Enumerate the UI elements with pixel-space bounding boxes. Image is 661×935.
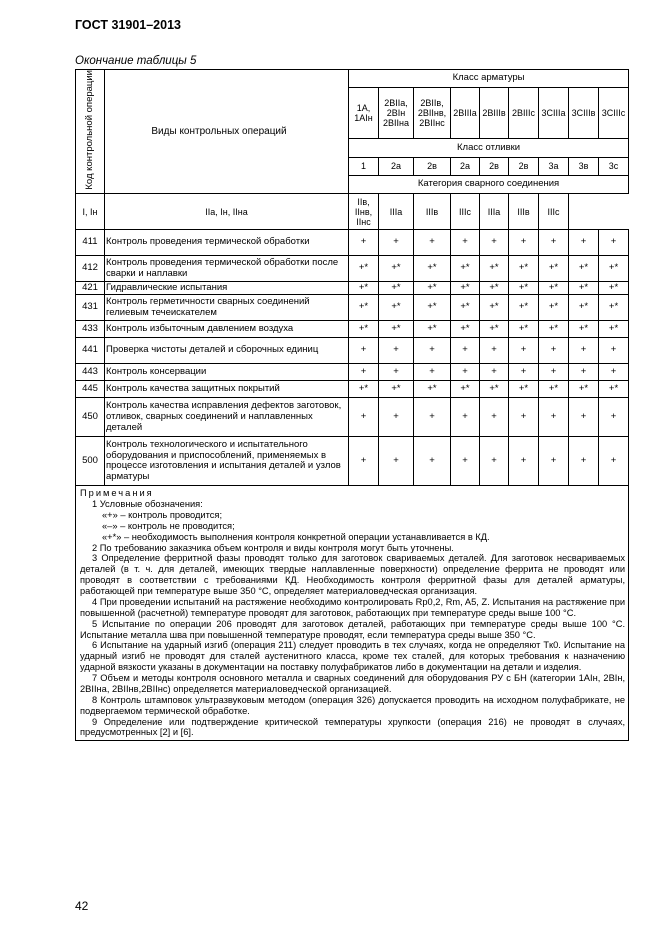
operation-description: Контроль проведения термической обработки после сварки и наплавки: [105, 256, 349, 282]
header-class-armature: Класс арматуры: [349, 70, 629, 88]
control-mark: +: [480, 230, 509, 256]
control-mark: +: [480, 364, 509, 381]
control-mark: +: [414, 398, 451, 437]
control-mark: +: [379, 437, 414, 486]
operation-code: 421: [76, 282, 105, 295]
control-mark: +: [379, 230, 414, 256]
control-mark: +*: [349, 295, 379, 321]
control-mark: +*: [414, 282, 451, 295]
control-mark: +*: [569, 295, 599, 321]
control-mark: +: [509, 437, 539, 486]
control-mark: +*: [509, 282, 539, 295]
armature-class-8: 3СIIIс: [599, 88, 629, 139]
header-code: Код контрольной операции: [76, 70, 105, 194]
table-row: [76, 338, 629, 364]
weld-category-2: IIв, IIнв, IIнс: [349, 194, 379, 230]
control-mark: +: [379, 338, 414, 364]
control-mark: +*: [414, 295, 451, 321]
weld-category-3: IIIа: [379, 194, 414, 230]
operation-code: 433: [76, 321, 105, 338]
control-mark: +*: [509, 256, 539, 282]
control-mark: +*: [539, 381, 569, 398]
control-mark: +*: [349, 381, 379, 398]
armature-class-3: 2ВIIIа: [451, 88, 480, 139]
control-mark: +*: [599, 282, 629, 295]
casting-class-8: 3с: [599, 157, 629, 175]
control-mark: +*: [480, 381, 509, 398]
control-mark: +: [451, 364, 480, 381]
table-row: [76, 437, 629, 486]
note-6: 6 Испытание на ударный изгиб (операция 211) следует проводить в тех случаях, когда не определяют Tк0. Испытание на ударный изгиб не проводят для сталей аустенитного класса, кроме тех сталей, для которых требования к назначению ударной вязкости указаны в документации на поставку полуфабрикатов либо в документации на детали и изделия.: [80, 640, 626, 673]
control-mark: +: [509, 230, 539, 256]
table-row: [76, 381, 629, 398]
note-1: 1 Условные обозначения:: [92, 499, 203, 510]
control-mark: +*: [569, 282, 599, 295]
control-mark: +: [349, 437, 379, 486]
armature-class-7: 3СIIIв: [569, 88, 599, 139]
casting-class-6: 3а: [539, 157, 569, 175]
control-mark: +*: [451, 321, 480, 338]
weld-category-1: IIа, Iн, IIна: [105, 194, 349, 230]
casting-class-2: 2в: [414, 157, 451, 175]
control-mark: +*: [379, 381, 414, 398]
note-4: 4 При проведении испытаний на растяжение необходимо контролировать Rp0,2, Rm, A5, Z. Испытания на растяжение при повышенной (расчетной) температуре проводят для заготовок, работающих при температуре среды выше 100 °С.: [80, 596, 626, 618]
control-mark: +: [480, 398, 509, 437]
operation-description: Контроль избыточным давлением воздуха: [105, 321, 349, 338]
armature-class-0: 1А, 1АIн: [349, 88, 379, 139]
note-9: 9 Определение или подтверждение критической температуры хрупкости (операция 216) не проводят в случаях, предусмотренных [2] и [6].: [80, 716, 626, 738]
control-mark: +*: [414, 381, 451, 398]
weld-category-8: IIIс: [539, 194, 569, 230]
operation-description: Контроль качества исправления дефектов заготовок, отливок, сварных соединений и наплавленных деталей: [105, 398, 349, 437]
casting-class-3: 2а: [451, 157, 480, 175]
operation-code: 500: [76, 437, 105, 486]
control-mark: +*: [599, 381, 629, 398]
table-row: [76, 230, 629, 256]
note-5: 5 Испытание по операции 206 проводят для заготовок деталей, работающих при температуре среды выше 100 °С. Испытание металла шва при повышенной температуре проводят, если температура среды выше 350 °С.: [80, 618, 626, 640]
control-mark: +: [349, 364, 379, 381]
control-mark: +: [539, 338, 569, 364]
note-8: 8 Контроль штамповок ультразвуковым методом (операция 326) допускается проводить на исходном полуфабрикате, не подвергаемом термической обработке.: [80, 694, 626, 716]
control-mark: +: [480, 437, 509, 486]
note-2: 2 По требованию заказчика объем контроля и виды контроля могут быть уточнены.: [92, 542, 454, 553]
table-row: [76, 364, 629, 381]
weld-category-7: IIIв: [509, 194, 539, 230]
control-mark: +: [414, 338, 451, 364]
control-mark: +: [599, 437, 629, 486]
control-mark: +*: [451, 282, 480, 295]
control-mark: +*: [599, 295, 629, 321]
note-1b: «–» – контроль не проводится;: [102, 520, 235, 531]
control-mark: +: [414, 437, 451, 486]
armature-class-6: 3СIIIа: [539, 88, 569, 139]
control-mark: +: [349, 338, 379, 364]
operation-description: Контроль качества защитных покрытий: [105, 381, 349, 398]
control-mark: +: [539, 364, 569, 381]
control-mark: +: [480, 338, 509, 364]
control-mark: +*: [379, 282, 414, 295]
operation-description: Проверка чистоты деталей и сборочных единиц: [105, 338, 349, 364]
armature-class-2: 2ВIIв, 2ВIIнв, 2ВIIнс: [414, 88, 451, 139]
control-mark: +: [539, 398, 569, 437]
casting-class-4: 2в: [480, 157, 509, 175]
operation-code: 445: [76, 381, 105, 398]
operation-description: Контроль проведения термической обработки: [105, 230, 349, 256]
control-mark: +: [539, 437, 569, 486]
operation-code: 431: [76, 295, 105, 321]
control-mark: +*: [509, 295, 539, 321]
control-mark: +: [569, 230, 599, 256]
control-mark: +*: [451, 256, 480, 282]
operation-code: 441: [76, 338, 105, 364]
control-mark: +*: [569, 321, 599, 338]
control-mark: +*: [539, 256, 569, 282]
table-continuation-caption: Окончание таблицы 5: [75, 55, 197, 67]
control-mark: +: [379, 364, 414, 381]
document-title: ГОСТ 31901–2013: [75, 18, 181, 32]
operation-code: 411: [76, 230, 105, 256]
operation-code: 450: [76, 398, 105, 437]
control-mark: +: [451, 437, 480, 486]
control-mark: +: [414, 230, 451, 256]
header-types: Виды контрольных операций: [105, 70, 349, 194]
control-mark: +: [414, 364, 451, 381]
control-mark: +*: [349, 282, 379, 295]
operation-code: 443: [76, 364, 105, 381]
armature-class-4: 2ВIIIв: [480, 88, 509, 139]
note-7: 7 Объем и методы контроля основного металла и сварных соединений для оборудования РУ с БН (категории 1АIн, 2ВIн, 2ВIIна, 2ВIIнв,2ВIIнс) определяется материаловедческой организацией.: [80, 673, 626, 694]
control-mark: +*: [599, 321, 629, 338]
control-mark: +: [349, 230, 379, 256]
weld-category-6: IIIа: [480, 194, 509, 230]
table-row: [76, 256, 629, 282]
control-mark: +: [599, 364, 629, 381]
note-1a: «+» – контроль проводится;: [102, 509, 223, 520]
operation-description: Гидравлические испытания: [105, 282, 349, 295]
control-mark: +: [569, 338, 599, 364]
control-mark: +*: [414, 321, 451, 338]
notes-block: [76, 486, 629, 741]
operation-description: Контроль герметичности сварных соединений гелиевым течеискателем: [105, 295, 349, 321]
control-mark: +*: [451, 381, 480, 398]
operation-code: 412: [76, 256, 105, 282]
control-mark: +: [509, 364, 539, 381]
header-class-casting: Класс отливки: [349, 139, 629, 157]
operation-description: Контроль технологического и испытательного оборудования и приспособлений, применяемых в процессе изготовления и испытания деталей и узлов арматуры: [105, 437, 349, 486]
control-operations-table: [75, 69, 629, 741]
control-mark: +*: [569, 256, 599, 282]
armature-class-1: 2ВIIа, 2ВIн 2ВIIна: [379, 88, 414, 139]
control-mark: +*: [539, 321, 569, 338]
casting-class-1: 2а: [379, 157, 414, 175]
operation-description: Контроль консервации: [105, 364, 349, 381]
control-mark: +: [379, 398, 414, 437]
control-mark: +: [599, 230, 629, 256]
control-mark: +*: [599, 256, 629, 282]
page-number: 42: [75, 899, 89, 913]
control-mark: +: [451, 338, 480, 364]
note-1c: «+*» – необходимость выполнения контроля конкретной операции устанавливается в КД.: [102, 531, 490, 542]
table-row: [76, 398, 629, 437]
control-mark: +*: [480, 321, 509, 338]
casting-class-7: 3в: [569, 157, 599, 175]
control-mark: +*: [569, 381, 599, 398]
control-mark: +*: [539, 295, 569, 321]
control-mark: +*: [349, 256, 379, 282]
weld-category-5: IIIс: [451, 194, 480, 230]
control-mark: +: [451, 398, 480, 437]
control-mark: +: [569, 364, 599, 381]
control-mark: +*: [349, 321, 379, 338]
control-mark: +*: [480, 256, 509, 282]
notes-caption: Примечания: [80, 488, 154, 499]
weld-category-0: I, Iн: [76, 194, 105, 230]
control-mark: +*: [509, 321, 539, 338]
header-category-weld: Категория сварного соединения: [349, 175, 629, 193]
control-mark: +: [569, 398, 599, 437]
control-mark: +*: [509, 381, 539, 398]
table-row: [76, 282, 629, 295]
control-mark: +*: [539, 282, 569, 295]
control-mark: +*: [379, 321, 414, 338]
weld-category-4: IIIв: [414, 194, 451, 230]
control-mark: +: [539, 230, 569, 256]
control-mark: +*: [379, 256, 414, 282]
control-mark: +: [349, 398, 379, 437]
control-mark: +*: [379, 295, 414, 321]
casting-class-0: 1: [349, 157, 379, 175]
table-row: [76, 295, 629, 321]
control-mark: +: [599, 398, 629, 437]
control-mark: +: [509, 398, 539, 437]
table-row: [76, 321, 629, 338]
control-mark: +*: [451, 295, 480, 321]
control-mark: +*: [414, 256, 451, 282]
control-mark: +: [451, 230, 480, 256]
control-mark: +*: [480, 295, 509, 321]
control-mark: +: [569, 437, 599, 486]
armature-class-5: 2ВIIIс: [509, 88, 539, 139]
control-mark: +: [509, 338, 539, 364]
casting-class-5: 2в: [509, 157, 539, 175]
note-3: 3 Определение ферритной фазы проводят только для заготовок свариваемых деталей. Для заготовок несвариваемых деталей (в т. ч. для деталей, имеющих твердые наплавленные поверхности) определение феррита не проводят или проводят в соответствии с требованиями КД. Необходимость контроля ферритной фазы для деталей арматуры, работающей при температуре выше 350 °С, определяет материаловедческая организация.: [80, 553, 626, 597]
control-mark: +*: [480, 282, 509, 295]
control-mark: +: [599, 338, 629, 364]
